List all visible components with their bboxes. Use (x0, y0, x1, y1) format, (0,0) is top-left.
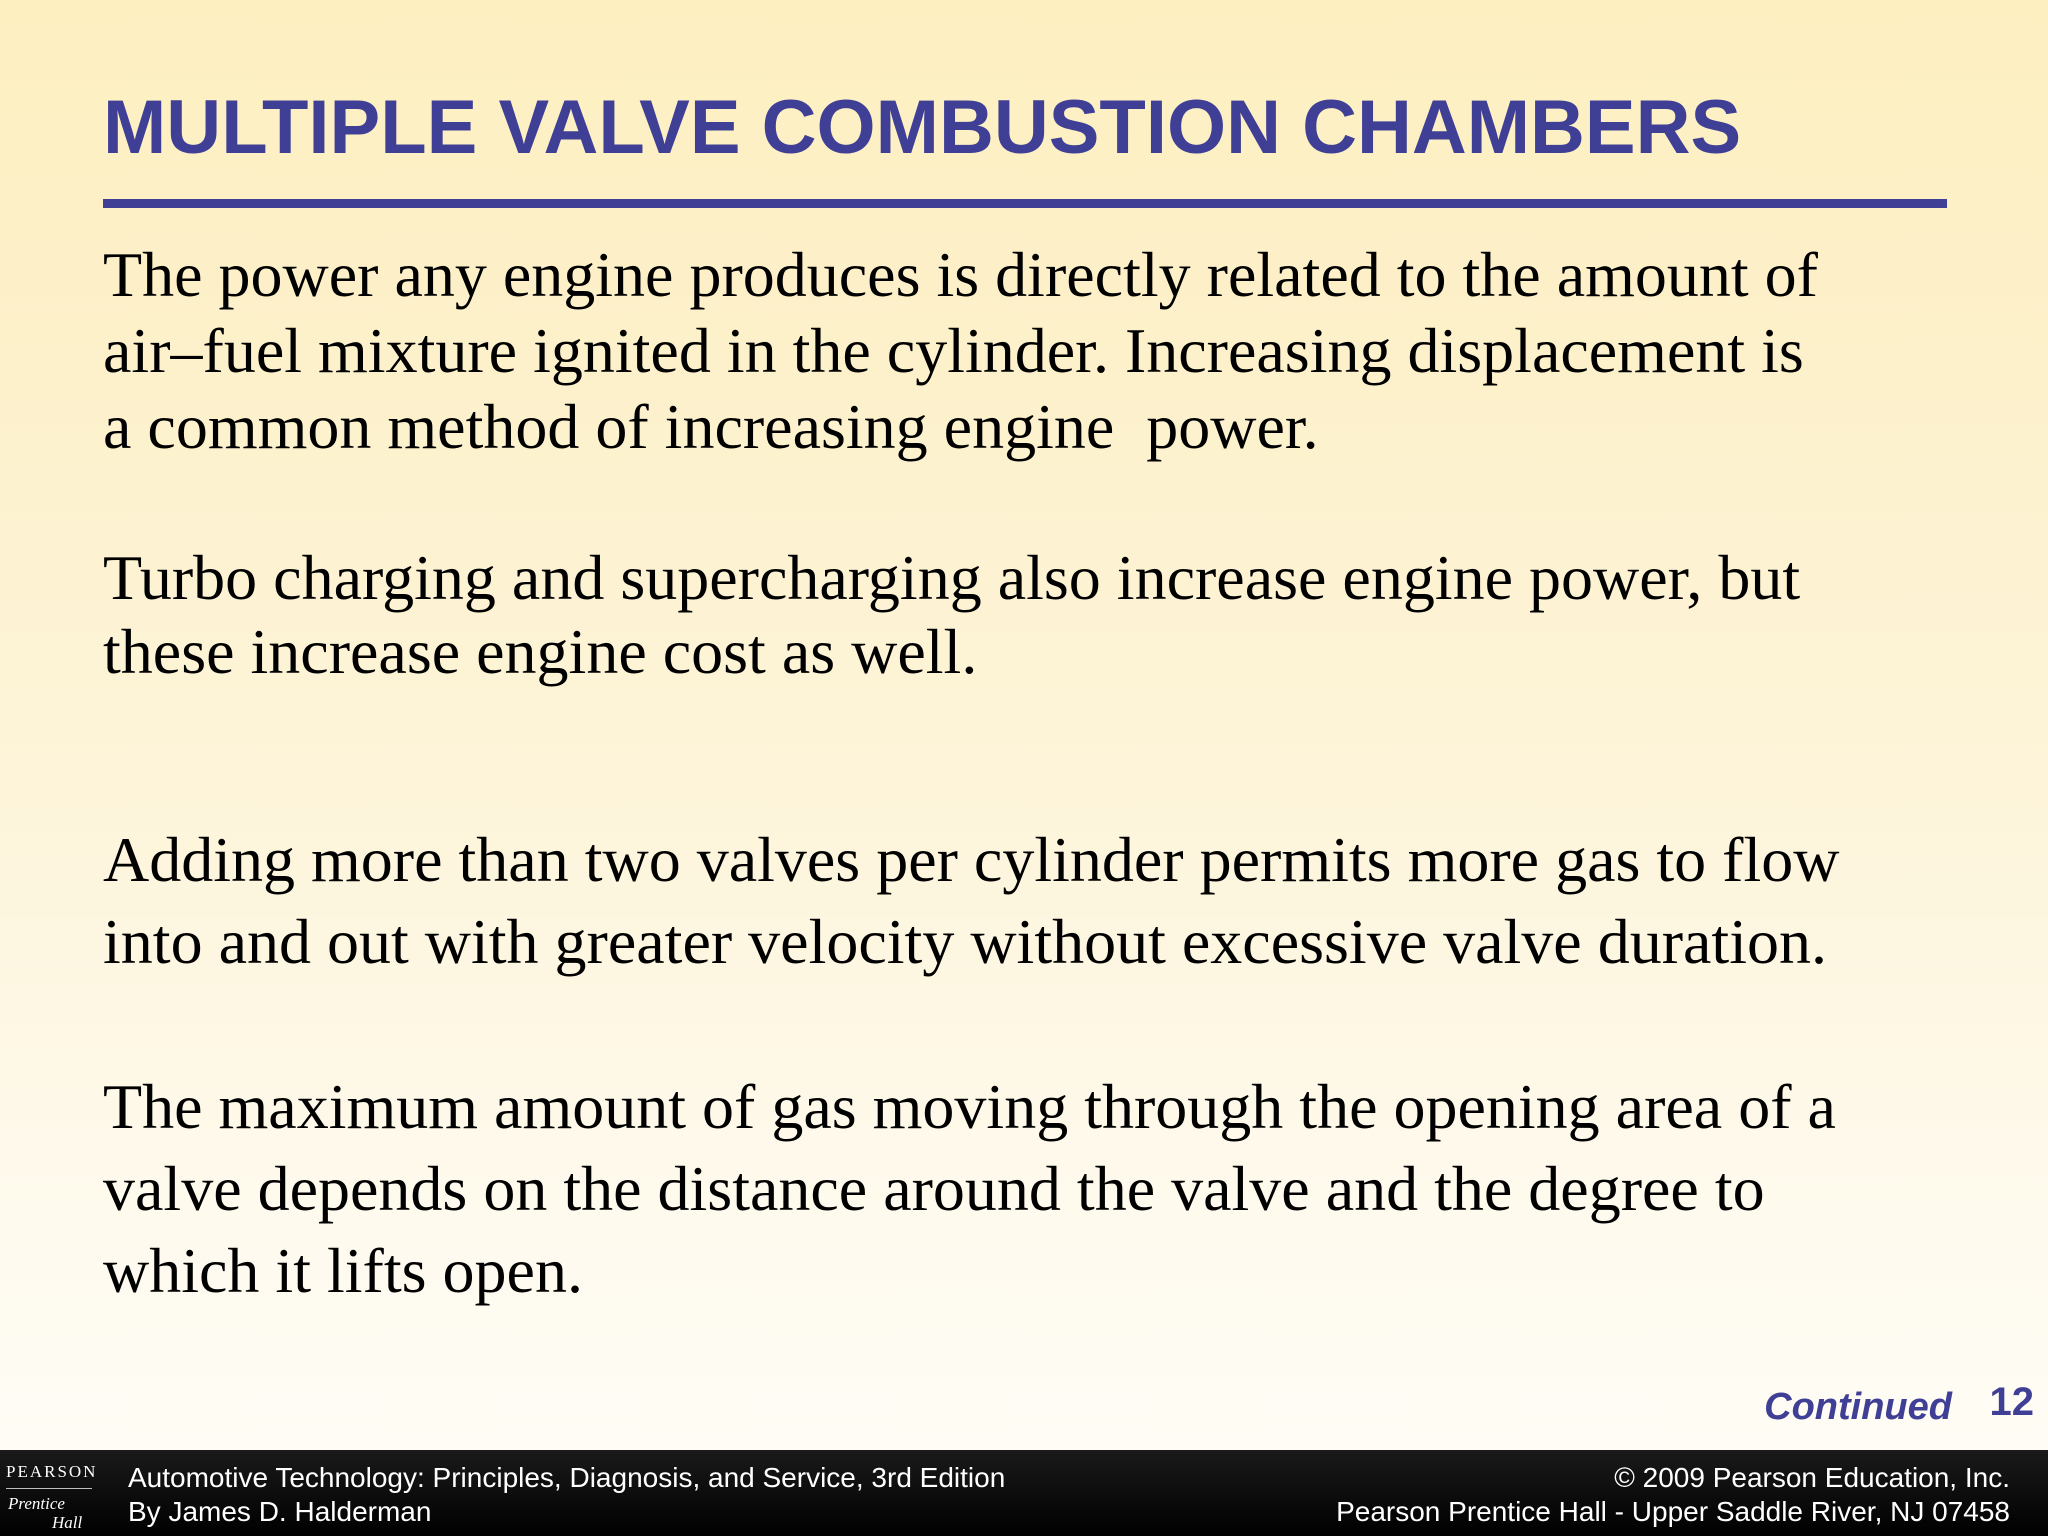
logo-divider (6, 1488, 92, 1489)
footer-book-title: Automotive Technology: Principles, Diagnosis, and Service, 3rd Edition (128, 1462, 1006, 1493)
footer-copyright: © 2009 Pearson Education, Inc. (1614, 1462, 2010, 1493)
paragraph-displacement: The power any engine produces is directly related to the amount of air–fuel mixture ignited in the cylinder. Increasing displacement is a common method of increasing engine power. (103, 239, 1818, 462)
slide-number: 12 (1989, 1380, 2034, 1424)
logo-text-pearson: PEARSON (6, 1462, 98, 1481)
footer-publisher-address: Pearson Prentice Hall - Upper Saddle River, NJ 07458 (1336, 1496, 2010, 1527)
logo-text-hall: Hall (52, 1513, 83, 1532)
logo-text-prentice: Prentice (8, 1494, 65, 1513)
pearson-prentice-hall-logo (0, 1450, 100, 1536)
footer-bar (0, 1450, 2048, 1536)
title-divider (103, 199, 1947, 208)
paragraph-valve-opening-area: The maximum amount of gas moving through the opening area of a valve depends on the distance around the valve and the degree to which it lifts open. (103, 1071, 1836, 1306)
slide-title: MULTIPLE VALVE COMBUSTION CHAMBERS (103, 85, 1742, 170)
continued-label: Continued (1764, 1386, 1952, 1428)
footer-book-info (128, 1461, 1005, 1529)
footer-publisher-info (1336, 1461, 2010, 1529)
footer-author: By James D. Halderman (128, 1496, 432, 1527)
paragraph-multiple-valves: Adding more than two valves per cylinder permits more gas to flow into and out with greater velocity without excessive valve duration. (103, 824, 1840, 977)
paragraph-turbocharging: Turbo charging and supercharging also increase engine power, but these increase engine cost as well. (103, 542, 1801, 687)
